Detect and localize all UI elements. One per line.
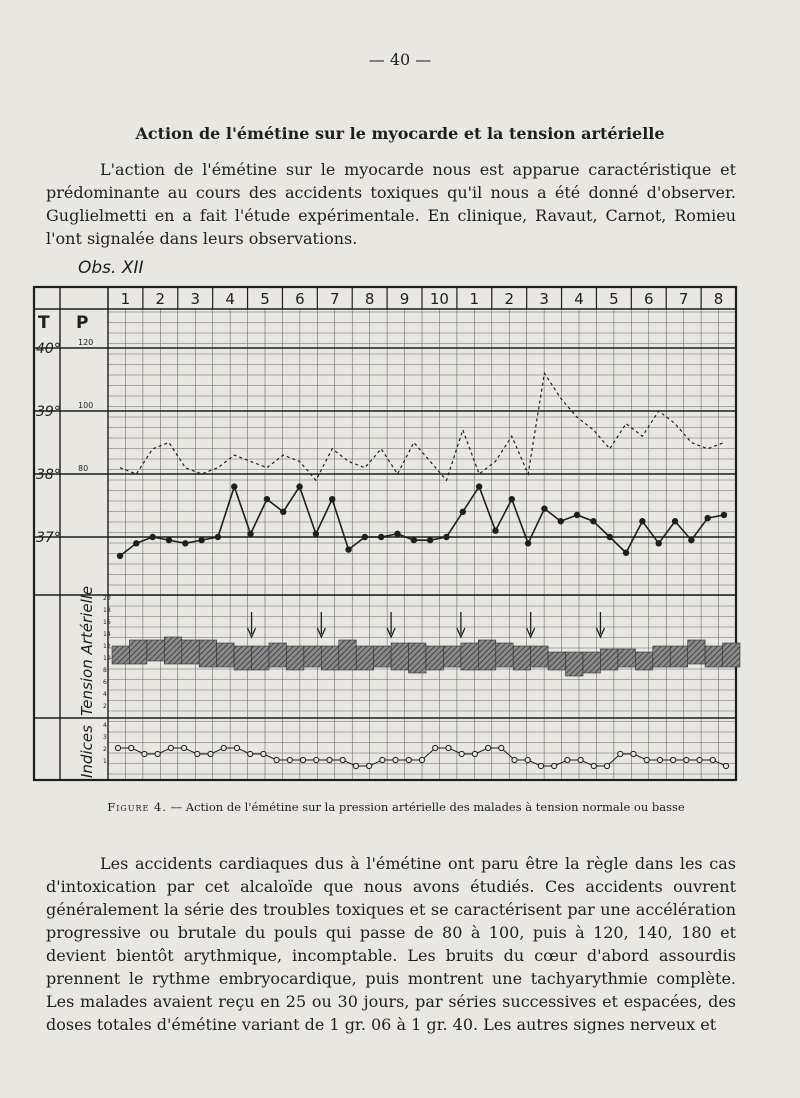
temperature-point [460,509,466,515]
day-label: 5 [609,290,619,308]
indices-point [406,757,411,762]
indices-point [499,745,504,750]
tension-bar [548,652,565,670]
tension-bar [723,643,740,667]
temperature-point [296,483,302,489]
indices-point [248,751,253,756]
indices-point [274,757,279,762]
indices-point [208,751,213,756]
day-label: 6 [644,290,654,308]
indices-point [618,751,623,756]
temperature-point [362,534,368,540]
indices-point [129,745,134,750]
indices-point [472,751,477,756]
indices-point [538,763,543,768]
tension-bar [566,652,583,676]
indices-tick: 4 [103,722,107,729]
indices-point [591,763,596,768]
indices-point [221,745,226,750]
tension-bar [705,646,722,667]
indices-point [446,745,451,750]
tension-bar [391,643,408,670]
pulse-label: 120 [78,338,94,347]
temperature-point [590,518,596,524]
tension-bar [374,646,391,667]
indices-point [115,745,120,750]
temperature-label: 39° [36,404,61,420]
temperature-point [117,553,123,559]
tension-bar [653,646,670,667]
temperature-point [558,518,564,524]
tension-bar [147,640,164,661]
tension-bar [618,649,635,667]
indices-point [314,757,319,762]
indices-point [300,757,305,762]
pulse-label: 80 [78,464,89,473]
indices-point [419,757,424,762]
tension-bar [670,646,687,667]
tension-bar [304,646,321,667]
indices-point [723,763,728,768]
day-label: 8 [364,290,375,308]
tension-tick: 20 [103,595,111,602]
indices-point [485,745,490,750]
day-label: 1 [120,290,131,308]
temperature-point [280,509,286,515]
temperature-point [264,496,270,502]
tension-axis-label: Tension Artérielle [78,585,96,716]
indices-point [512,757,517,762]
temperature-point [198,537,204,543]
tension-tick: 6 [103,679,107,686]
indices-point [459,751,464,756]
tension-bar [356,646,373,670]
indices-point [684,757,689,762]
paragraph-body: Les accidents cardiaques dus à l'émétine ont paru être la règle dans les cas d'intoxication par cet alcaloïde que nous avons étudiés. Ces accidents ouvrent généralement la série des troubles toxiques et se caractérisent par une accélération progressive ou brutale du pouls qui passe de 80 à 100, puis à 120, 140, 180 et devient bientôt arythmique, incomptable. Les bruits du cœur d'abord assourdis prennent le rythme embryocardique, puis montrent une tachyarythmie complète. Les malades avaient reçu en 25 ou 30 jours, par séries successives et espacées, des doses totales d'émétine variant de 1 gr. 06 à 1 gr. 40. Les autres signes nerveux et [46,854,736,1034]
temperature-point [378,534,384,540]
temperature-label: 38° [36,467,61,483]
indices-point [168,745,173,750]
temperature-point [182,540,188,546]
indices-point [644,757,649,762]
tension-bar [496,643,513,667]
indices-tick: 1 [103,758,107,765]
tension-bar [182,640,199,664]
day-label: 3 [190,290,200,308]
day-label: 2 [504,290,514,308]
day-label: 7 [678,290,689,308]
temperature-point [574,512,580,518]
temperature-point [133,540,139,546]
temperature-point [704,515,710,521]
indices-point [353,763,358,768]
indices-axis-label: Indices [78,725,96,778]
tension-bar [461,643,478,670]
indices-point [710,757,715,762]
temperature-point [247,531,253,537]
tension-bar [688,640,705,664]
indices-point [631,751,636,756]
tension-bar [199,640,216,667]
observation-label: Obs. XII [78,258,144,278]
temperature-point [427,537,433,543]
tension-bar [513,646,530,670]
day-label: 2 [155,290,166,308]
tension-bar [112,646,129,664]
day-label: 7 [330,290,340,308]
indices-point [525,757,530,762]
day-label: 1 [469,290,480,308]
indices-point [671,757,676,762]
indices-point [155,751,160,756]
indices-point [393,757,398,762]
indices-tick: 3 [103,734,107,741]
tension-bar [339,640,356,670]
figure-caption [46,800,746,814]
tension-tick: 4 [103,691,107,698]
indices-point [578,757,583,762]
temperature-point [394,531,400,537]
tension-bar [129,640,146,664]
temperature-point [215,534,221,540]
pulse-label: 100 [78,401,94,410]
tension-bar [426,646,443,670]
tension-tick: 18 [103,607,111,614]
page-number: — 40 — [368,50,432,69]
temperature-point [313,531,319,537]
indices-point [261,751,266,756]
tension-bar [443,646,460,667]
day-label: 3 [539,290,549,308]
temperature-point [525,540,531,546]
temperature-point [688,537,694,543]
temperature-point [149,534,155,540]
figure-label: Figure 4. [107,800,167,814]
tension-bar [286,646,303,670]
day-label: 4 [225,290,235,308]
indices-point [367,763,372,768]
temperature-point [443,534,449,540]
temperature-point [411,537,417,543]
temperature-point [492,528,498,534]
indices-point [195,751,200,756]
tension-bar [234,646,251,670]
indices-point [327,757,332,762]
temperature-point [476,483,482,489]
indices-point [433,745,438,750]
temperature-point [329,496,335,502]
day-label: 6 [295,290,305,308]
indices-point [552,763,557,768]
tension-bar [583,652,600,673]
indices-point [287,757,292,762]
temperature-point [672,518,678,524]
chart-frame [34,287,736,780]
tension-tick: 12 [103,643,111,650]
tension-bar [321,646,338,670]
temperature-point [231,483,237,489]
section-title: Action de l'émétine sur le myocarde et la tension artérielle [135,124,665,143]
tension-bar [217,643,234,667]
temperature-point [623,550,629,556]
indices-point [380,757,385,762]
tension-tick: 10 [103,655,111,662]
temperature-label: 37° [36,530,61,546]
tension-tick: 8 [103,667,107,674]
tension-bar [635,652,652,670]
indices-point [234,745,239,750]
tension-bar [600,649,617,670]
tension-tick: 16 [103,619,111,626]
tension-bar [409,643,426,673]
tension-bar [252,646,269,670]
temperature-point [656,540,662,546]
tension-bar [164,637,181,664]
indices-point [657,757,662,762]
indices-tick: 2 [103,746,107,753]
temperature-label: 40° [36,341,61,357]
tension-bar [531,646,548,667]
indices-point [181,745,186,750]
day-label: 9 [399,290,410,308]
column-header-p: P [76,313,89,333]
temperature-point [345,546,351,552]
tension-tick: 14 [103,631,111,638]
temperature-point [607,534,613,540]
indices-point [697,757,702,762]
temperature-point [541,505,547,511]
tension-bar [269,643,286,667]
day-label: 8 [713,290,724,308]
indices-point [142,751,147,756]
indices-point [565,757,570,762]
indices-point [604,763,609,768]
temperature-point [509,496,515,502]
column-header-t: T [38,313,50,333]
tension-tick: 2 [103,703,107,710]
day-label: 5 [260,290,270,308]
temperature-point [721,512,727,518]
temperature-point [639,518,645,524]
day-label: 4 [574,290,584,308]
temperature-point [166,537,172,543]
indices-point [340,757,345,762]
tension-bar [478,640,495,670]
paragraph-intro: L'action de l'émétine sur le myocarde nous est apparue caractéristique et prédominante au cours des accidents toxiques qu'il nous a été donné d'observer. Guglielmetti en a fait l'étude expérimentale. En clinique, Ravaut, Carnot, Romieu l'ont signalée dans leurs observations. [46,160,736,248]
figure-caption-text: — Action de l'émétine sur la pression artérielle des malades à tension normale ou basse [170,800,685,814]
day-label: 10 [429,290,449,308]
